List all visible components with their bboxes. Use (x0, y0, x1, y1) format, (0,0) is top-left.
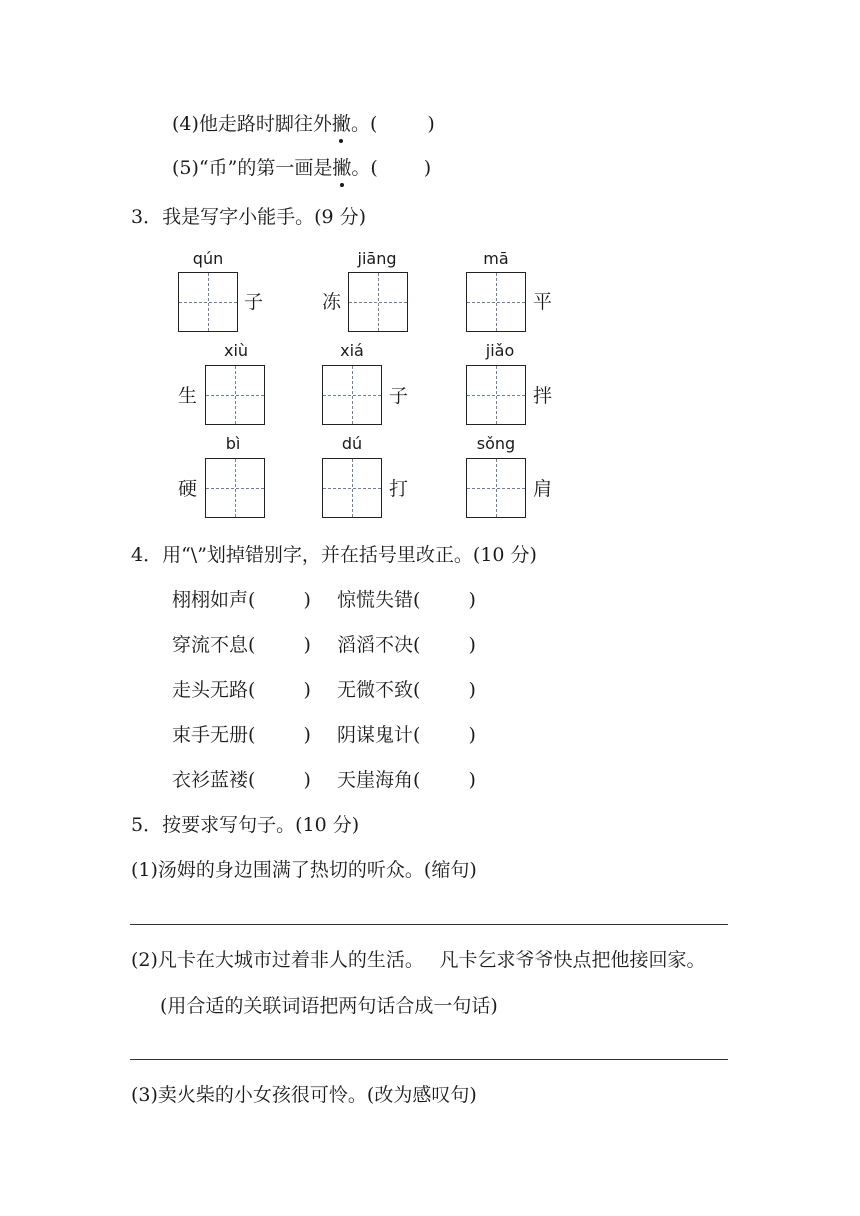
q2-item-5-close: ) (423, 157, 432, 179)
char-da: 打 (389, 478, 409, 500)
answer-open: ( (248, 769, 256, 791)
pinyin-jiao: jiǎo (485, 341, 515, 360)
char-dong: 冻 (322, 291, 342, 313)
answer-line-1[interactable] (130, 924, 728, 925)
q5-sentence-3: (3)卖火柴的小女孩很可怜。(改为感叹句) (131, 1084, 477, 1106)
writing-box-song[interactable] (466, 458, 526, 518)
writing-box-ma[interactable] (466, 272, 526, 332)
q2-item-4-open: 。( (350, 113, 378, 135)
answer-line-2[interactable] (130, 1059, 728, 1060)
answer-close: ) (468, 589, 476, 611)
writing-box-qun[interactable] (178, 272, 238, 332)
writing-box-bi[interactable] (205, 458, 265, 518)
pinyin-du: dú (341, 434, 363, 453)
idiom: 走头无路 (172, 679, 249, 701)
q4-title: 4．用“\”划掉错别字，并在括号里改正。(10 分) (131, 544, 537, 566)
answer-close: ) (468, 679, 476, 701)
pinyin-bi: bì (225, 434, 241, 453)
answer-open: ( (248, 589, 256, 611)
idiom: 阴谋鬼计 (337, 724, 414, 746)
char-sheng: 生 (178, 385, 198, 407)
q5-sentence-2-hint: (用合适的关联词语把两句话合成一句话) (160, 995, 498, 1017)
answer-open: ( (413, 769, 421, 791)
idiom: 衣衫蓝褛 (172, 769, 249, 791)
q2-item-4-close: ) (427, 113, 435, 135)
answer-close: ) (303, 679, 311, 701)
q2-item-5 (172, 156, 431, 180)
char-ping: 平 (533, 291, 553, 313)
writing-box-xiu[interactable] (205, 365, 265, 425)
pinyin-jiang: jiāng (357, 249, 397, 268)
q2-item-5-open: 。( (351, 157, 378, 179)
q5-sentence-1: (1)汤姆的身边围满了热切的听众。(缩句) (131, 859, 477, 881)
q2-item-5-dotted-char: 撇 (332, 157, 352, 179)
writing-box-du[interactable] (322, 458, 382, 518)
answer-open: ( (248, 634, 256, 656)
answer-close: ) (468, 634, 476, 656)
idiom: 栩栩如声 (172, 589, 249, 611)
answer-open: ( (413, 724, 421, 746)
q5-title: 5．按要求写句子。(10 分) (131, 814, 360, 836)
char-jian: 肩 (533, 478, 553, 500)
char-ying: 硬 (178, 478, 198, 500)
pinyin-ma: mā (483, 249, 509, 268)
answer-close: ) (303, 724, 311, 746)
answer-close: ) (303, 634, 311, 656)
char-zi-1: 子 (244, 291, 264, 313)
answer-close: ) (468, 769, 476, 791)
answer-open: ( (413, 589, 421, 611)
answer-open: ( (248, 724, 256, 746)
idiom: 天崖海角 (337, 769, 414, 791)
writing-box-xia[interactable] (322, 365, 382, 425)
answer-open: ( (248, 679, 256, 701)
q5-sentence-2: (2)凡卡在大城市过着非人的生活。 凡卡乞求爷爷快点把他接回家。 (131, 949, 706, 971)
q2-item-5-text: (5)“币”的第一画是 (172, 157, 333, 179)
char-zi-2: 子 (389, 385, 409, 407)
idiom: 穿流不息 (172, 634, 249, 656)
q2-item-4-dotted-char: 撇 (331, 113, 351, 135)
pinyin-xia: xiá (340, 341, 364, 360)
pinyin-qun: qún (192, 249, 224, 268)
pinyin-song: sǒng (476, 434, 516, 453)
answer-open: ( (413, 634, 421, 656)
char-ban: 拌 (533, 385, 553, 407)
pinyin-xiu: xiù (223, 341, 249, 360)
answer-close: ) (468, 724, 476, 746)
writing-box-jiang[interactable] (348, 272, 408, 332)
idiom: 滔滔不决 (337, 634, 414, 656)
q2-item-4-text: (4)他走路时脚往外 (172, 113, 332, 135)
answer-close: ) (303, 769, 311, 791)
idiom: 无微不致 (337, 679, 414, 701)
writing-box-jiao[interactable] (466, 365, 526, 425)
q2-item-4 (172, 112, 435, 136)
answer-open: ( (413, 679, 421, 701)
idiom: 惊慌失错 (337, 589, 414, 611)
answer-close: ) (303, 589, 311, 611)
q3-title: 3．我是写字小能手。(9 分) (131, 206, 367, 228)
idiom: 束手无册 (172, 724, 249, 746)
